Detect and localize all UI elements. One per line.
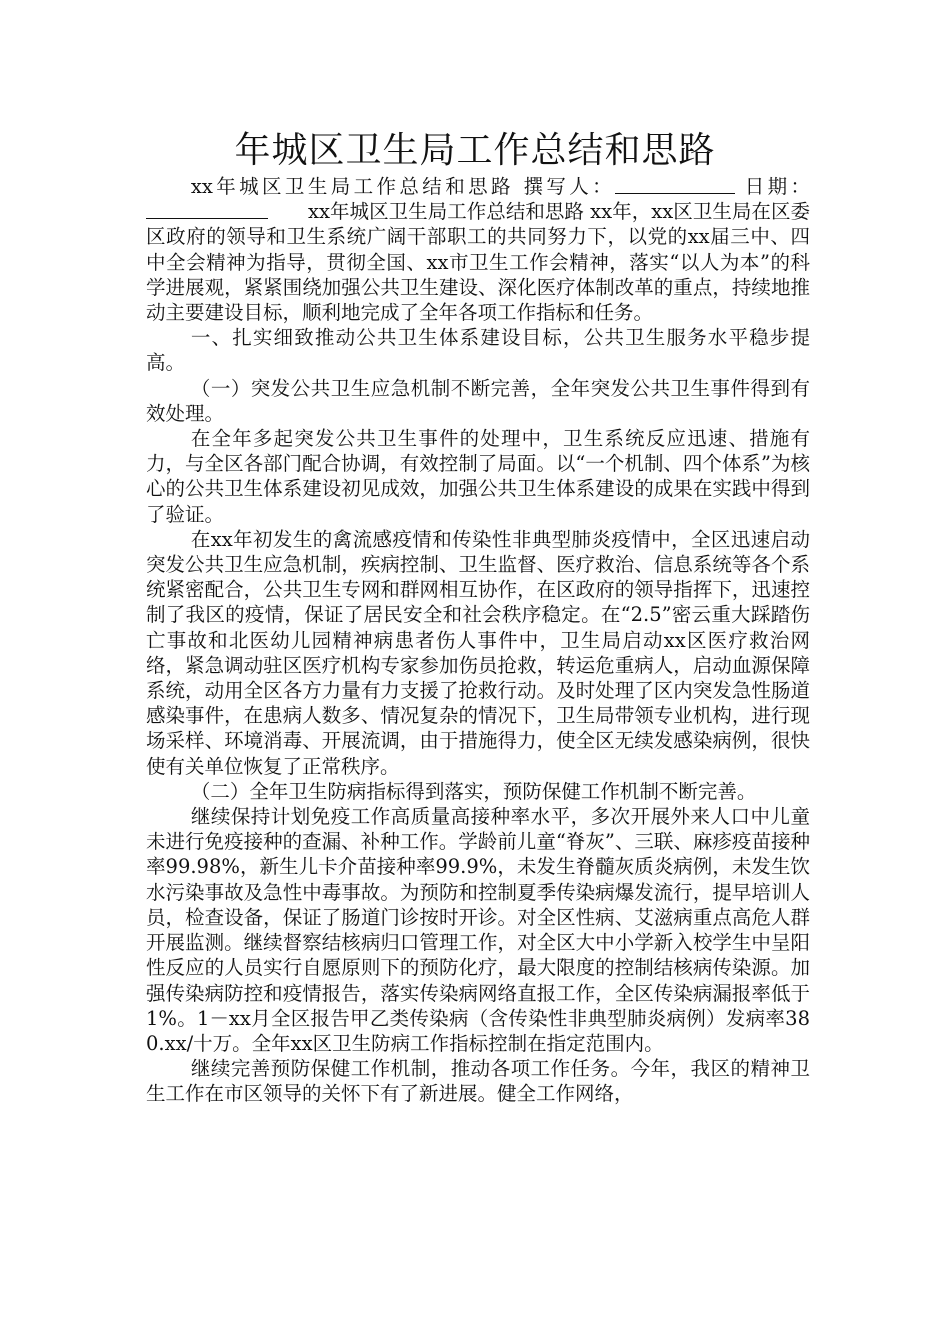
body-paragraph: 在全年多起突发公共卫生事件的处理中，卫生系统反应迅速、措施有力，与全区各部门配合协调，有效控制了局面。以“一个机制、四个体系”为核心的公共卫生体系建设初见成效，加强公共卫生体系建设的成果在实践中得到了验证。 <box>146 427 810 526</box>
date-label-a: 日 <box>744 175 768 198</box>
date-label-b: 期： <box>767 175 810 198</box>
body-paragraph: 继续保持计划免疫工作高质量高接种率水平，多次开展外来人口中儿童未进行免疫接种的查漏、补种工作。学龄前儿童“脊灰”、三联、麻疹疫苗接种率99.98%，新生儿卡介苗接种率99.9%，未发生脊髓灰质炎病例，未发生饮水污染事故及急性中毒事故。为预防和控制夏季传染病爆发流行，提早培训人员，检查设备，保证了肠道门诊按时开诊。对全区性病、艾滋病重点高危人群开展监测。继续督察结核病归口管理工作，对全区大中小学新入校学生中呈阳性反应的人员实行自愿原则下的预防化疗，最大限度的控制结核病传染源。加强传染病防控和疫情报告，落实传染病网络直报工作，全区传染病漏报率低于1%。1－xx月全区报告甲乙类传染病（含传染性非典型肺炎病例）发病率380.xx/十万。全年xx区卫生防病工作指标控制在指定范围内。 <box>146 805 810 1055</box>
body-paragraph: 继续完善预防保健工作机制，推动各项工作任务。今年，我区的精神卫生工作在市区领导的关怀下有了新进展。健全工作网络， <box>146 1057 810 1106</box>
header-line-text: xx年城区卫生局工作总结和思路 撰写人： <box>190 175 616 198</box>
document-body <box>146 174 810 1107</box>
intro-paragraph <box>146 174 810 325</box>
subsection-heading-2: （二）全年卫生防病指标得到落实，预防保健工作机制不断完善。 <box>190 779 757 803</box>
subsection-heading-1: （一）突发公共卫生应急机制不断完善，全年突发公共卫生事件得到有效处理。 <box>146 376 810 425</box>
author-blank <box>615 175 735 194</box>
body-paragraph: 在xx年初发生的禽流感疫情和传染性非典型肺炎疫情中，全区迅速启动突发公共卫生应急机制，疾病控制、卫生监督、医疗救治、信息系统等各个系统紧密配合，公共卫生专网和群网相互协作，在区政府的领导指挥下，迅速控制了我区的疫情，保证了居民安全和社会秩序稳定。在“2.5”密云重大踩踏伤亡事故和北医幼儿园精神病患者伤人事件中，卫生局启动xx区医疗救治网络，紧急调动驻区医疗机构专家参加伤员抢救，转运危重病人，启动血源保障系统，动用全区各方力量有力支援了抢救行动。及时处理了区内突发急性肠道感染事件，在患病人数多、情况复杂的情况下，卫生局带领专业机构，进行现场采样、环境消毒、开展流调，由于措施得力，使全区无续发感染病例，很快使有关单位恢复了正常秩序。 <box>146 527 810 778</box>
date-blank <box>146 200 268 219</box>
section-heading-1: 一、扎实细致推动公共卫生体系建设目标，公共卫生服务水平稳步提高。 <box>146 326 810 375</box>
intro-text: xx年城区卫生局工作总结和思路 xx年，xx区卫生局在区委区政府的领导和卫生系统广阔干部职工的共同努力下，以党的xx届三中、四中全会精神为指导，贯彻全国、xx市卫生工作会精神，落实“以人为本”的科学进展观，紧紧围绕加强公共卫生建设、深化医疗体制改革的重点，持续地推动主要建设目标，顺利地完成了全年各项工作指标和任务。 <box>146 200 810 325</box>
document-title: 年城区卫生局工作总结和思路 <box>234 130 716 171</box>
